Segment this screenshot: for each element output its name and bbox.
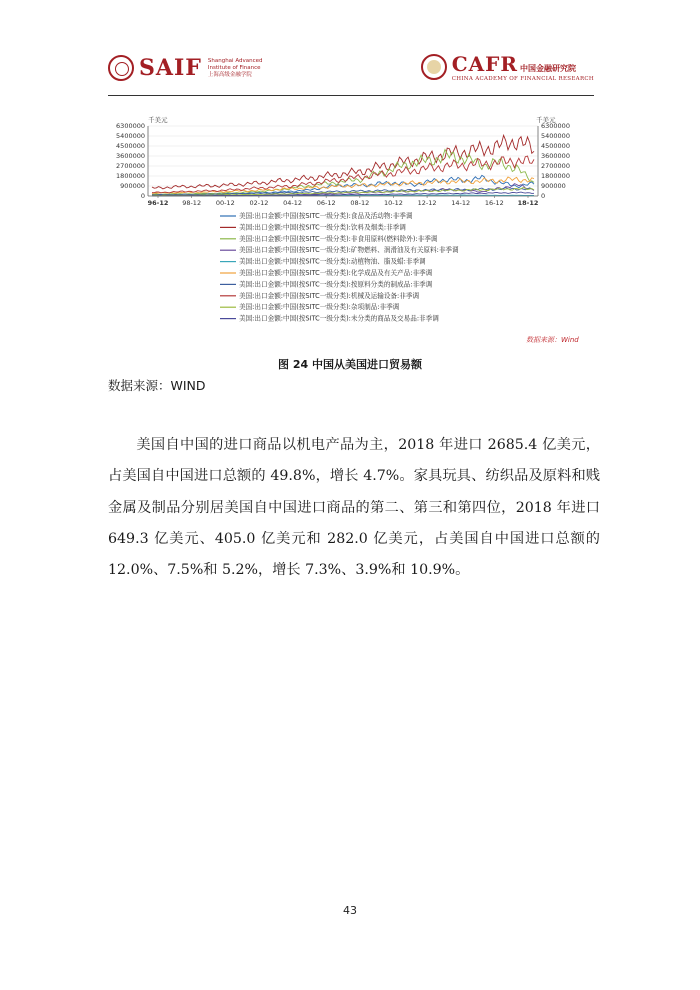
import-trade-chart [108, 108, 594, 348]
y-tick-left: 4500000 [116, 142, 145, 150]
chart-source-note: 数据来源：Wind [526, 336, 579, 344]
legend-label: 美国:出口金额:中国(按SITC一级分类):未分类的商品及交易品:非季调 [239, 314, 439, 323]
x-tick-label: 98-12 [182, 199, 202, 207]
saif-subtitle-cn: 上海高级金融学院 [207, 71, 252, 78]
legend-label: 美国:出口金额:中国(按SITC一级分类):非食用原料(燃料除外):非季调 [239, 234, 438, 243]
y-tick-right: 1800000 [541, 172, 570, 180]
y-tick-left: 5400000 [116, 132, 145, 140]
y-tick-right: 5400000 [541, 132, 570, 140]
x-tick-label: 18-12 [517, 199, 539, 207]
y-tick-left: 2700000 [116, 162, 145, 170]
saif-wordmark: SAIF [139, 55, 202, 81]
saif-subtitle-en2: Institute of Finance [207, 64, 261, 71]
y-tick-left: 3600000 [116, 152, 145, 160]
x-tick-label: 02-12 [249, 199, 269, 207]
saif-subtitle [208, 58, 263, 79]
x-tick-label: 08-12 [350, 199, 370, 207]
x-tick-label: 10-12 [384, 199, 403, 207]
y-tick-left: 1800000 [116, 172, 145, 180]
page-number: 43 [343, 904, 357, 917]
y-tick-left: 6300000 [116, 122, 145, 130]
x-tick-label: 06-12 [316, 199, 336, 207]
header-rule [108, 95, 594, 96]
y-tick-right: 4500000 [541, 142, 570, 150]
legend-label: 美国:出口金额:中国(按SITC一级分类):机械及运输设备:非季调 [239, 291, 420, 300]
right-axis-unit: 千美元 [536, 116, 556, 124]
saif-logo [108, 50, 263, 86]
chart-svg [108, 108, 594, 348]
y-tick-right: 0 [541, 192, 546, 200]
figure-caption: 图 24 中国从美国进口贸易额 [278, 358, 422, 371]
x-tick-label: 12-12 [417, 199, 437, 207]
x-tick-label: 04-12 [283, 199, 302, 207]
x-tick-label: 96-12 [147, 199, 169, 207]
cafr-english-name: CHINA ACADEMY OF FINANCIAL RESEARCH [451, 76, 594, 82]
body-paragraph: 美国自中国的进口商品以机电产品为主，2018 年进口 2685.4 亿美元，占美国自中国进口总额的 49.8%，增长 4.7%。家具玩具、纺织品及原料和贱金属及制品分别居美国自中国进口商品的第二、第三和第四位，2018 年进口 649.3 亿美元、405.0 亿美元和 282.0 亿美元，占美国自中国进口总额的 12.0%、7.5%和 5.2%，增长 7.3%、3.9%和 10.9%。 [108, 437, 600, 579]
left-axis-unit: 千美元 [148, 116, 168, 124]
legend-label: 美国:出口金额:中国(按SITC一级分类):饮料及烟类:非季调 [239, 223, 406, 232]
cafr-logo [421, 52, 594, 82]
y-tick-right: 2700000 [541, 162, 570, 170]
saif-subtitle-en1: Shanghai Advanced [207, 57, 263, 64]
legend-label: 美国:出口金额:中国(按SITC一级分类):化学成品及有关产品:非季调 [239, 269, 433, 277]
x-tick-label: 00-12 [215, 199, 235, 207]
legend-label: 美国:出口金额:中国(按SITC一级分类):按原料分类的制成品:非季调 [239, 280, 433, 289]
data-source: 数据来源：WIND [108, 378, 206, 393]
legend-label: 美国:出口金额:中国(按SITC一级分类):动植物油、脂及蜡:非季调 [239, 257, 426, 266]
cafr-text [452, 52, 594, 82]
legend-label: 美国:出口金额:中国(按SITC一级分类):杂项制品:非季调 [239, 303, 400, 312]
y-tick-left: 0 [140, 192, 145, 200]
x-tick-label: 14-12 [451, 199, 471, 207]
y-tick-right: 6300000 [541, 122, 570, 130]
legend-label: 美国:出口金额:中国(按SITC一级分类):食品及活动物:非季调 [239, 212, 413, 220]
cafr-chinese-name: 中国金融研究院 [519, 64, 576, 73]
saif-seal-icon [108, 55, 134, 81]
cafr-seal-icon [421, 54, 447, 80]
y-tick-right: 3600000 [541, 152, 570, 160]
y-tick-left: 900000 [120, 182, 145, 190]
page-header [108, 50, 594, 92]
x-tick-label: 16-12 [484, 199, 504, 207]
cafr-wordmark: CAFR [451, 52, 518, 76]
legend-label: 美国:出口金额:中国(按SITC一级分类):矿物燃料、润滑油及有关原料:非季调 [239, 246, 459, 255]
y-tick-right: 900000 [541, 182, 566, 190]
